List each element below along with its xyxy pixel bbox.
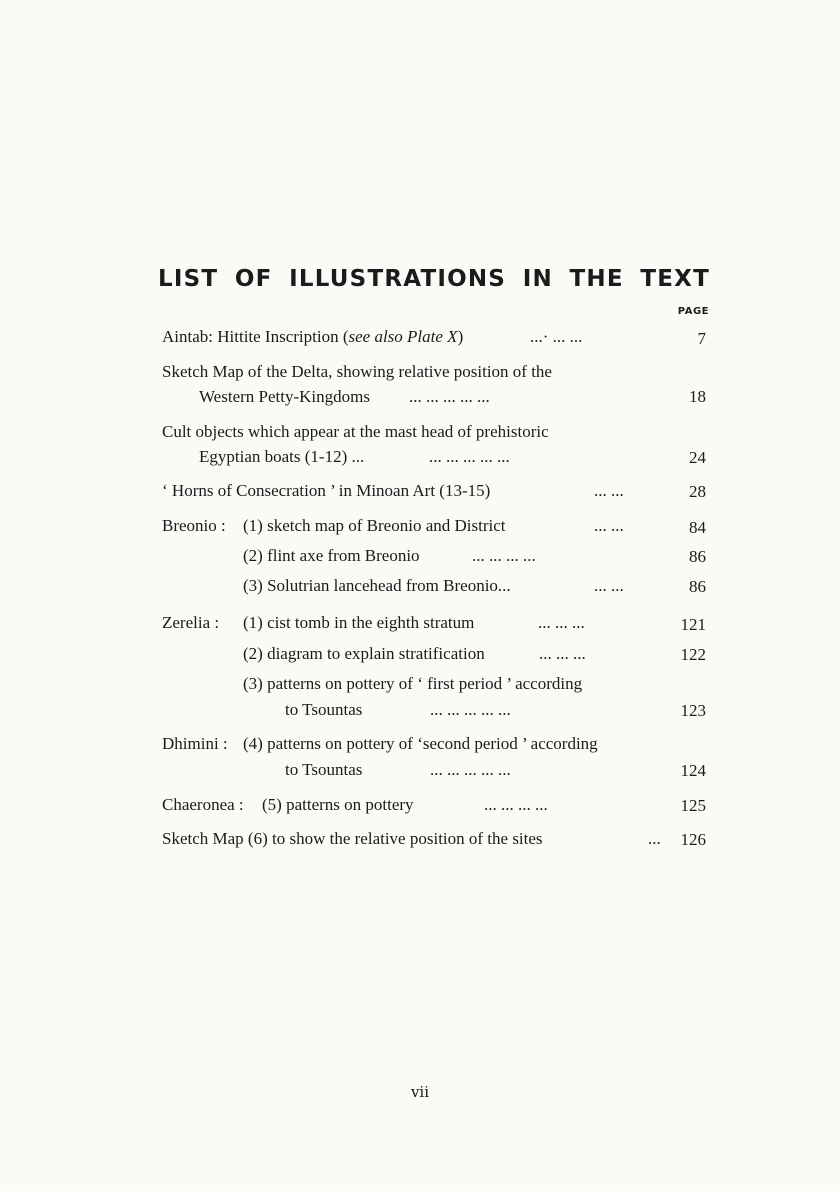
toc-entry-chaeronea <box>162 795 548 815</box>
toc-entry-zerelia-3-line1: (3) patterns on pottery of ‘ first period ’ according <box>243 674 583 693</box>
page-number: 123 <box>680 701 706 720</box>
toc-entry-cult-line2 <box>199 447 510 467</box>
leader-dots: ... ... ... ... ... <box>429 447 510 466</box>
entry-text: Western Petty-Kingdoms <box>199 387 370 406</box>
page-number: 24 <box>689 448 706 467</box>
toc-entry-delta-line1: Sketch Map of the Delta, showing relative position of the <box>162 362 552 381</box>
entry-italic: see also Plate X <box>348 327 458 346</box>
entry-text: Egyptian boats (1-12) ... <box>199 447 365 466</box>
leader-dots: ... ... ... <box>539 644 586 663</box>
toc-entry-dhimini-line2 <box>285 760 511 780</box>
leader-dots: ... ... <box>594 576 624 595</box>
entry-label: Zerelia : <box>162 613 220 632</box>
toc-entry-zerelia-2 <box>243 644 586 664</box>
entry-text: (1) sketch map of Breonio and District <box>243 516 506 535</box>
leader-dots: ... ... ... ... <box>484 795 548 814</box>
leader-dots: ... ... ... ... <box>472 546 536 565</box>
page-number: 121 <box>680 615 706 634</box>
page-folio: vii <box>410 1083 430 1101</box>
page-title: LIST OF ILLUSTRATIONS IN THE TEXT <box>158 266 710 292</box>
toc-entry-breonio-1 <box>162 516 624 536</box>
page-number: 28 <box>689 482 706 501</box>
page-column-heading: PAGE <box>677 306 709 317</box>
toc-entry-delta-line2 <box>199 387 490 407</box>
entry-text: Aintab: Hittite Inscription ( <box>162 327 349 346</box>
entry-text: ‘ Horns of Consecration ’ in Minoan Art (13-15) <box>162 481 491 500</box>
entry-text: to Tsountas <box>285 700 363 719</box>
entry-text: (5) patterns on pottery <box>262 795 414 814</box>
page-number: 84 <box>689 518 706 537</box>
entry-text: to Tsountas <box>285 760 363 779</box>
entry-text-suffix: ) <box>457 327 464 346</box>
entry-text: (1) cist tomb in the eighth stratum <box>243 613 475 632</box>
toc-entry-dhimini-line1 <box>162 734 598 754</box>
leader-dots: ... ... ... ... ... <box>430 700 511 719</box>
page-number: 86 <box>689 577 706 596</box>
page-number: 125 <box>680 796 706 815</box>
toc-entry-cult-line1: Cult objects which appear at the mast head of prehistoric <box>162 422 549 441</box>
leader-dots: ... <box>648 829 661 848</box>
page-number: 122 <box>680 645 706 664</box>
leader-dots: ... ... ... ... ... <box>430 760 511 779</box>
toc-entry-aintab <box>162 327 583 347</box>
toc-entry-sketch-map <box>162 829 661 849</box>
leader-dots: ... ... ... ... ... <box>409 387 490 406</box>
leader-dots: ... ... <box>594 481 624 500</box>
entry-text: Sketch Map (6) to show the relative position of the sites <box>162 829 543 848</box>
toc-entry-breonio-3 <box>243 576 624 596</box>
toc-entry-breonio-2 <box>243 546 536 566</box>
toc-entry-horns <box>162 481 624 501</box>
entry-label: Breonio : <box>162 516 226 535</box>
leader-dots: ...· ... ... <box>530 327 583 346</box>
leader-dots: ... ... <box>594 516 624 535</box>
entry-label: Dhimini : <box>162 734 228 753</box>
entry-text: (3) Solutrian lancehead from Breonio... <box>243 576 511 595</box>
toc-entry-zerelia-1 <box>162 613 585 633</box>
entry-text: (2) flint axe from Breonio <box>243 546 420 565</box>
page-number: 124 <box>680 761 706 780</box>
page-number: 126 <box>680 830 706 849</box>
entry-text: (4) patterns on pottery of ‘second period ’ according <box>243 734 598 753</box>
page-number: 86 <box>689 547 706 566</box>
leader-dots: ... ... ... <box>538 613 585 632</box>
page-number: 18 <box>689 387 706 406</box>
entry-text: (2) diagram to explain stratification <box>243 644 485 663</box>
entry-label: Chaeronea : <box>162 795 244 814</box>
page-number: 7 <box>697 329 706 348</box>
toc-entry-zerelia-3-line2 <box>285 700 511 720</box>
